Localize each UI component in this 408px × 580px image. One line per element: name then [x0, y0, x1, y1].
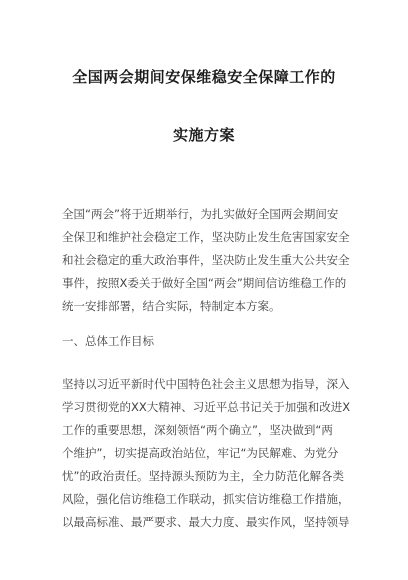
paragraph-line: 工作的重要思想，深刻领悟“两个确立”，坚决做到“两: [62, 423, 333, 437]
paragraph-line: 学习贯彻党的XX大精神、习近平总书记关于加强和改进X: [62, 400, 350, 414]
paragraph-line: 事件，按照X委关于做好全国“两会”期间信访维稳工作的: [62, 276, 347, 290]
paragraph-line: 忧”的政治责任。坚持源头预防为主，全力防范化解各类: [62, 469, 344, 483]
section-heading-goals: 一、总体工作目标: [62, 334, 154, 348]
paragraph-line: 全保卫和维护社会稳定工作，坚决防止发生危害国家安全: [62, 230, 350, 244]
paragraph-line: 风险，强化信访维稳工作联动，抓实信访维稳工作措施，: [62, 492, 350, 506]
intro-paragraph: [62, 203, 350, 318]
paragraph-line: 和社会稳定的重大政治事件，坚决防止发生重大公共安全: [62, 253, 350, 267]
paragraph-line: 以最高标准、最严要求、最大力度、最实作风，坚持领导: [62, 515, 350, 529]
paragraph-line: 全国“两会”将于近期举行，为扎实做好全国两会期间安: [62, 207, 339, 221]
document-title-line-1: 全国两会期间安保维稳安全保障工作的: [72, 68, 336, 86]
paragraph-line: 坚持以习近平新时代中国特色社会主义思想为指导，深入: [62, 377, 350, 391]
section-goals-paragraph: [62, 373, 350, 534]
paragraph-line: 统一安排部署，结合实际，特制定本方案。: [62, 299, 281, 313]
document-title-line-2: 实施方案: [172, 126, 235, 144]
paragraph-line: 个维护”，切实提高政治站位，牢记“为民解难、为党分: [62, 446, 339, 460]
